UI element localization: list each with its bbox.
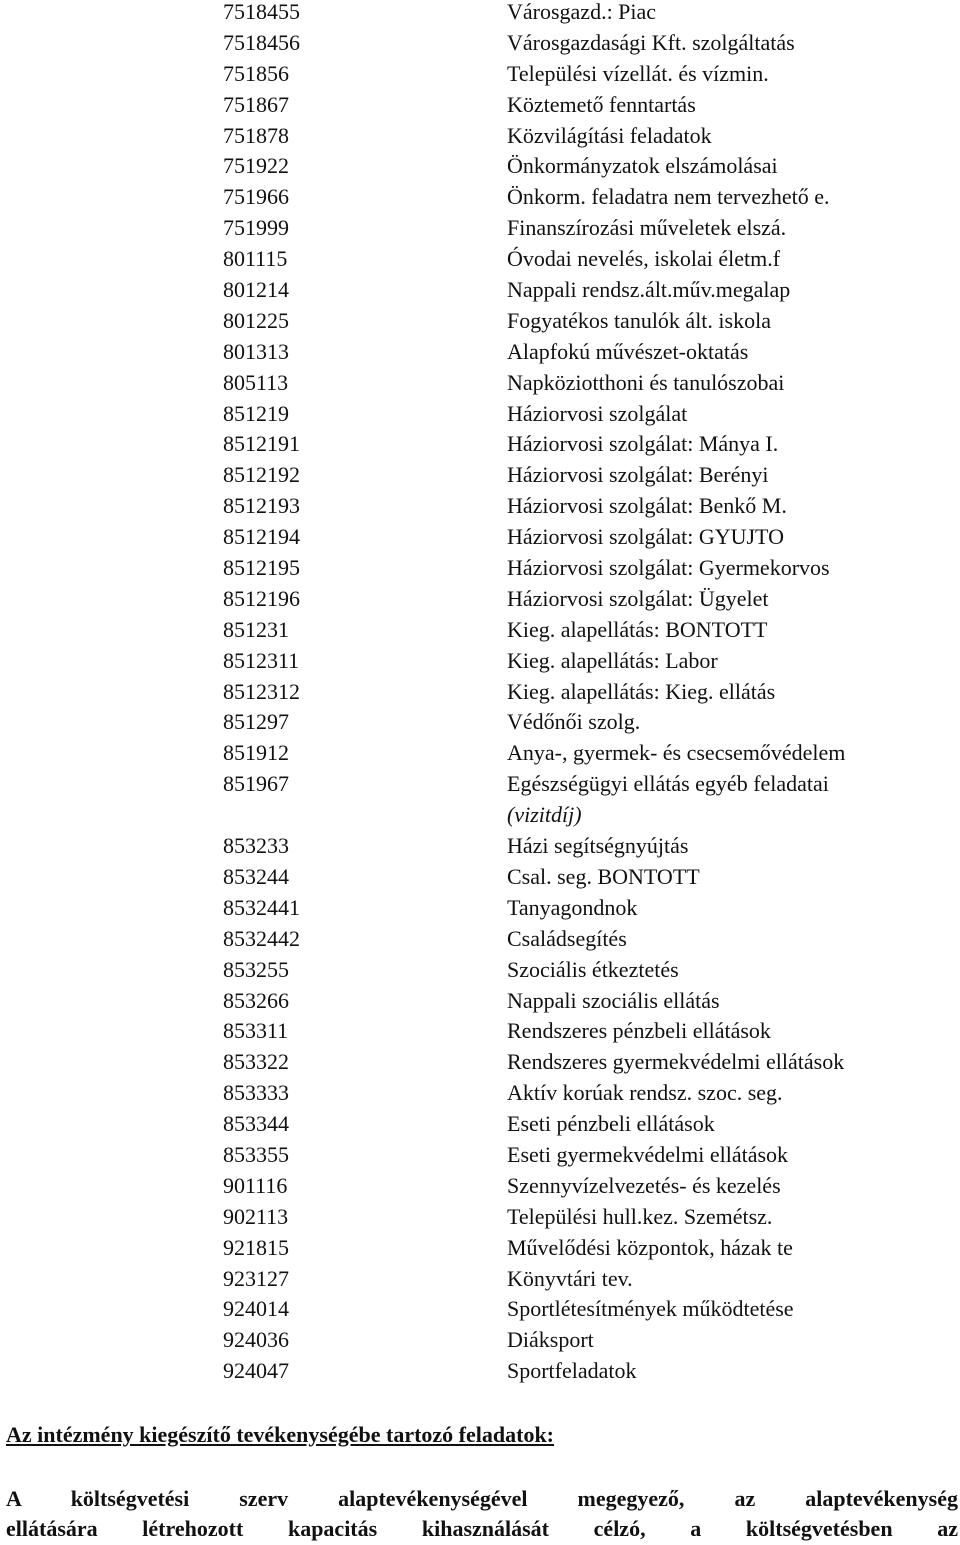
activity-description-text: Háziorvosi szolgálat: GYUJTO (507, 524, 784, 550)
activity-row (0, 1297, 960, 1328)
activity-description-text: Aktív korúak rendsz. szoc. seg. (507, 1080, 783, 1106)
activity-description-text: Nappali szociális ellátás (507, 987, 720, 1013)
activity-description (507, 31, 795, 55)
activity-code: 853333 (223, 1080, 289, 1106)
activity-description (507, 1359, 637, 1383)
activity-description-text: Háziorvosi szolgálat: Gyermekorvos (507, 555, 830, 581)
activity-code: 8512312 (223, 678, 300, 704)
activity-description (507, 618, 767, 642)
activity-code: 851912 (223, 740, 289, 766)
activity-code: 851231 (223, 616, 289, 642)
activity-code: 7518456 (223, 29, 300, 55)
activity-description-text: Alapfokú művészet-oktatás (507, 338, 749, 364)
activity-code: 801313 (223, 338, 289, 364)
activity-description-text: Háziorvosi szolgálat: Ügyelet (507, 585, 769, 611)
activity-code: 924047 (223, 1358, 289, 1384)
activity-description-text: Védőnői szolg. (507, 709, 641, 735)
activity-description-text: Napköziotthoni és tanulószobai (507, 369, 785, 395)
activity-row (0, 463, 960, 494)
activity-row (0, 1112, 960, 1143)
activity-description (507, 1205, 772, 1229)
activity-description-text: Óvodai nevelés, iskolai életm.f (507, 246, 781, 272)
activity-row (0, 1019, 960, 1050)
activity-description (507, 1143, 788, 1167)
activity-row (0, 587, 960, 618)
activity-code: 853255 (223, 956, 289, 982)
activity-code: 853266 (223, 987, 289, 1013)
activity-row (0, 772, 960, 834)
activity-code: 851967 (223, 771, 289, 797)
activity-row (0, 1174, 960, 1205)
activity-description-text: Anya-, gyermek- és csecsemővédelem (507, 740, 846, 766)
activity-row (0, 185, 960, 216)
activity-code: 924036 (223, 1327, 289, 1353)
activity-description-text: Sportfeladatok (507, 1358, 637, 1384)
activity-row (0, 649, 960, 680)
activity-description (507, 834, 688, 858)
activity-description (507, 1267, 633, 1291)
activity-code: 851297 (223, 709, 289, 735)
activity-description-text: Eseti pénzbeli ellátások (507, 1111, 715, 1137)
activity-row (0, 989, 960, 1020)
activity-description (507, 309, 771, 333)
activity-description-text: Önkormányzatok elszámolásai (507, 153, 778, 179)
activity-row (0, 1267, 960, 1298)
activity-description (507, 463, 768, 487)
activity-row (0, 556, 960, 587)
activity-row (0, 93, 960, 124)
activity-code: 751878 (223, 122, 289, 148)
activity-description-text: Sportlétesítmények működtetése (507, 1296, 794, 1322)
activity-code: 921815 (223, 1234, 289, 1260)
activity-description (507, 710, 640, 734)
activity-description (507, 62, 769, 86)
activity-code: 8512194 (223, 524, 300, 550)
activity-description-text: Fogyatékos tanulók ált. iskola (507, 307, 771, 333)
activity-description (507, 340, 748, 364)
activity-description-text: Háziorvosi szolgálat: Mánya I. (507, 431, 779, 457)
activity-code: 801214 (223, 277, 289, 303)
activity-description-text: Tanyagondnok (507, 894, 638, 920)
activity-description (507, 371, 784, 395)
activity-description (507, 1236, 793, 1260)
activity-description (507, 680, 775, 704)
activity-description-text: Rendszeres gyermekvédelmi ellátások (507, 1049, 845, 1075)
activity-description (507, 587, 768, 611)
activity-description (507, 124, 712, 148)
activity-code: 924014 (223, 1296, 289, 1322)
paragraph-line-1: A költségvetési szerv alaptevékenységével megegyező, az alaptevékenység (6, 1486, 958, 1511)
activity-code: 7518455 (223, 0, 300, 24)
activity-code: 805113 (223, 369, 289, 395)
activity-description-text: Finanszírozási műveletek elszá. (507, 215, 787, 241)
activity-row (0, 1050, 960, 1081)
activity-description (507, 247, 780, 271)
activity-description-text: Kieg. alapellátás: Kieg. ellátás (507, 678, 776, 704)
activity-description (507, 1112, 715, 1136)
activity-description-text: Háziorvosi szolgálat: Berényi (507, 462, 769, 488)
activity-code: 751922 (223, 153, 289, 179)
activity-description (507, 278, 790, 302)
activity-description (507, 525, 784, 549)
activity-row (0, 1081, 960, 1112)
activity-row (0, 710, 960, 741)
activity-code: 853344 (223, 1111, 289, 1137)
activity-description (507, 772, 829, 827)
activity-description (507, 865, 700, 889)
activity-row (0, 124, 960, 155)
activity-row (0, 618, 960, 649)
activity-row (0, 371, 960, 402)
activity-description-text: Szennyvízelvezetés- és kezelés (507, 1172, 781, 1198)
activity-code: 8512193 (223, 493, 300, 519)
activity-code: 8512192 (223, 462, 300, 488)
activity-description-text: Városgazdasági Kft. szolgáltatás (507, 29, 795, 55)
activity-code: 751856 (223, 60, 289, 86)
activity-code: 8512196 (223, 585, 300, 611)
activity-description-text: Egészségügyi ellátás egyéb feladatai (507, 771, 829, 797)
activity-description (507, 402, 687, 426)
activity-description (507, 216, 786, 240)
activity-row (0, 896, 960, 927)
activity-description (507, 896, 637, 920)
activity-row (0, 432, 960, 463)
activity-row (0, 834, 960, 865)
activity-code: 751867 (223, 91, 289, 117)
activity-description (507, 741, 845, 765)
activity-description (507, 1050, 844, 1074)
section-heading: Az intézmény kiegészítő tevékenységébe tartozó feladatok: (6, 1422, 555, 1447)
activity-row (0, 278, 960, 309)
activity-description-text: Nappali rendsz.ált.műv.megalap (507, 277, 791, 303)
activity-row (0, 494, 960, 525)
activity-code: 851219 (223, 400, 289, 426)
activity-description (507, 1081, 783, 1105)
activity-code: 901116 (223, 1172, 288, 1198)
activity-description (507, 958, 679, 982)
activity-code: 923127 (223, 1265, 289, 1291)
activity-code: 751966 (223, 184, 289, 210)
activity-description (507, 154, 778, 178)
activity-row (0, 309, 960, 340)
activity-description-text: Szociális étkeztetés (507, 956, 679, 982)
activity-row (0, 927, 960, 958)
activity-code: 801115 (223, 246, 288, 272)
activity-description (507, 927, 627, 951)
activity-description (507, 649, 718, 673)
activity-description-text: Városgazd.: Piac (507, 0, 657, 24)
activity-description (507, 185, 830, 209)
activity-row (0, 340, 960, 371)
activity-code: 853322 (223, 1049, 289, 1075)
activity-row (0, 1328, 960, 1359)
activity-description-text: Csal. seg. BONTOTT (507, 863, 700, 889)
activity-row (0, 1359, 960, 1390)
activity-description-text: Diáksport (507, 1327, 594, 1353)
activity-code: 8512311 (223, 647, 300, 673)
activity-description (507, 1328, 594, 1352)
activity-code: 8532441 (223, 894, 300, 920)
activity-row (0, 865, 960, 896)
activity-row (0, 62, 960, 93)
activity-description (507, 0, 656, 24)
activity-code: 8512191 (223, 431, 300, 457)
activity-row (0, 247, 960, 278)
activity-description (507, 93, 696, 117)
activity-code: 853355 (223, 1141, 289, 1167)
activity-code: 8532442 (223, 925, 300, 951)
activity-description-note: (vizitdíj) (507, 801, 582, 827)
activity-description-text: Könyvtári tev. (507, 1265, 633, 1291)
activity-description-text: Kieg. alapellátás: Labor (507, 647, 718, 673)
activity-code: 8512195 (223, 555, 300, 581)
activity-row (0, 402, 960, 433)
activity-description-text: Rendszeres pénzbeli ellátások (507, 1018, 771, 1044)
activity-row (0, 525, 960, 556)
activity-code: 902113 (223, 1203, 289, 1229)
section-paragraph (6, 1484, 958, 1544)
activity-description-text: Művelődési központok, házak te (507, 1234, 793, 1260)
activity-code: 853233 (223, 833, 289, 859)
activity-description-text: Eseti gyermekvédelmi ellátások (507, 1141, 789, 1167)
activity-row (0, 741, 960, 772)
activity-description (507, 1019, 771, 1043)
activity-row (0, 216, 960, 247)
activity-code: 751999 (223, 215, 289, 241)
activity-description (507, 1297, 794, 1321)
activity-description-text: Kieg. alapellátás: BONTOTT (507, 616, 768, 642)
activity-code: 801225 (223, 307, 289, 333)
activity-description-text: Köztemető fenntartás (507, 91, 696, 117)
activity-description-text: Háziorvosi szolgálat: Benkő M. (507, 493, 787, 519)
activity-description (507, 556, 830, 580)
activity-code: 853311 (223, 1018, 289, 1044)
activity-row (0, 154, 960, 185)
activity-row (0, 0, 960, 31)
activity-row (0, 31, 960, 62)
activity-description-text: Települési hull.kez. Szemétsz. (507, 1203, 773, 1229)
activity-description-text: Közvilágítási feladatok (507, 122, 712, 148)
activity-row (0, 680, 960, 711)
activity-description (507, 989, 720, 1013)
paragraph-line-2: ellátására létrehozott kapacitás kihasználását célzó, a költségvetésben az (6, 1516, 958, 1541)
activity-description-text: Önkorm. feladatra nem tervezhető e. (507, 184, 830, 210)
activity-code: 853244 (223, 863, 289, 889)
activity-row (0, 1236, 960, 1267)
activity-row (0, 958, 960, 989)
activity-description-text: Házi segítségnyújtás (507, 833, 689, 859)
activity-description (507, 494, 787, 518)
activity-description-text: Családsegítés (507, 925, 627, 951)
activity-description (507, 432, 778, 456)
activity-description-text: Települési vízellát. és vízmin. (507, 60, 769, 86)
activity-row (0, 1205, 960, 1236)
activity-row (0, 1143, 960, 1174)
activity-description-text: Háziorvosi szolgálat (507, 400, 688, 426)
activity-description (507, 1174, 781, 1198)
